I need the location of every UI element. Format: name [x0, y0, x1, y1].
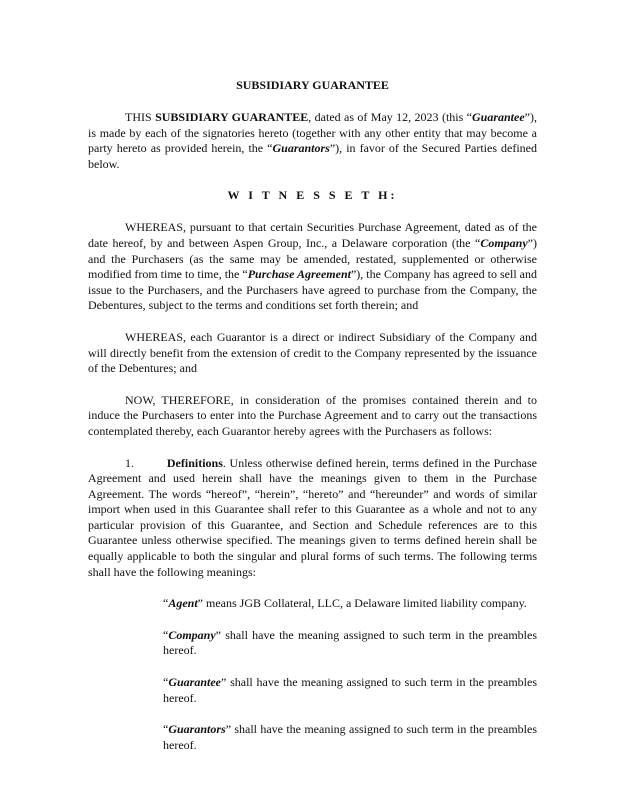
definition-text: shall have the meaning assigned to such term in the preambles hereof. [163, 627, 537, 658]
whereas-paragraph-1 [88, 220, 537, 314]
whereas1-text-3: ”), the Company has agreed to sell and issue to the Purchasers, and the Purchasers have agreed to purchase from the Company, the Debentures, subject to the terms and conditions set forth therein; and [88, 267, 537, 313]
quote-close: ” [215, 627, 221, 642]
intro-paragraph [88, 110, 537, 172]
section-heading: Definitions [166, 455, 223, 470]
whereas1-text-1: WHEREAS, pursuant to that certain Securities Purchase Agreement, dated as of the date hereof, by and between Aspen Group, Inc., a Delaware corporation (the “ [88, 220, 537, 250]
intro-text-4: ”), in favor of the Secured Parties defined below. [88, 141, 538, 171]
quote-open: “ [163, 675, 169, 690]
definition-guarantors [88, 722, 537, 753]
term-guarantee: Guarantee [472, 110, 525, 124]
quote-open: “ [163, 627, 169, 642]
definition-term: Company [168, 627, 216, 642]
section-1-definitions [88, 456, 537, 581]
whereas-paragraph-2: WHEREAS, each Guarantor is a direct or indirect Subsidiary of the Company and will directly benefit from the extension of credit to the Company represented by the issuance of the Debentures; and [88, 329, 537, 376]
section-number: 1. [125, 455, 134, 470]
definition-text: shall have the meaning assigned to such term in the preambles hereof. [163, 675, 537, 705]
intro-text-3: ”), is made by each of the signatories hereto (together with any other entity that may become a party hereto as provided herein, the “ [88, 110, 537, 156]
definition-term: Guarantors [168, 722, 226, 737]
definition-text: shall have the meaning assigned to such term in the preambles hereof. [163, 722, 537, 752]
section-text: . Unless otherwise defined herein, terms defined in the Purchase Agreement and used herein shall have the meanings given to them in the Purchase Agreement. The words “hereof”, “herein”, “hereto” and “hereunder” and words of similar import when used in this Guarantee shall refer to this Guarantee as a whole and not to any particular provision of this Guarantee, and Section and Schedule references are to this Guarantee unless otherwise specified. The meanings given to terms defined herein shall be equally applicable to both the singular and plural forms of such terms. The following terms shall have the following meanings: [88, 455, 537, 579]
term-purchase-agreement: Purchase Agreement [247, 267, 351, 282]
term-guarantors: Guarantors [272, 141, 330, 156]
definition-term: Guarantee [168, 675, 221, 690]
whereas1-text-2: ”) and the Purchasers (as the same may be amended, restated, supplemented or otherwise modified from time to time, the “ [88, 235, 537, 282]
quote-close: ” [197, 596, 203, 611]
intro-bold-title: SUBSIDIARY GUARANTEE [155, 110, 309, 124]
definition-text: means JGB Collateral, LLC, a Delaware limited liability company. [203, 596, 527, 611]
definition-guarantee [88, 675, 537, 706]
intro-text-2: , dated as of May 12, 2023 (this “ [308, 110, 472, 124]
definition-company [88, 628, 537, 659]
quote-open: “ [163, 596, 169, 611]
term-company: Company [480, 235, 528, 250]
intro-text-1: THIS [125, 110, 156, 124]
now-therefore-paragraph: NOW, THEREFORE, in consideration of the promises contained therein and to induce the Purchasers to enter into the Purchase Agreement and to carry out the transactions contemplated thereby, each Guarantor hereby agrees with the Purchasers as follows: [88, 392, 537, 438]
witnesseth-heading: W I T N E S S E T H: [227, 188, 398, 203]
document-title: SUBSIDIARY GUARANTEE [236, 78, 389, 92]
definition-term: Agent [168, 596, 198, 611]
quote-close: ” [225, 722, 232, 737]
quote-close: ” [221, 675, 227, 690]
definition-agent [88, 596, 537, 612]
quote-open: “ [163, 722, 169, 737]
